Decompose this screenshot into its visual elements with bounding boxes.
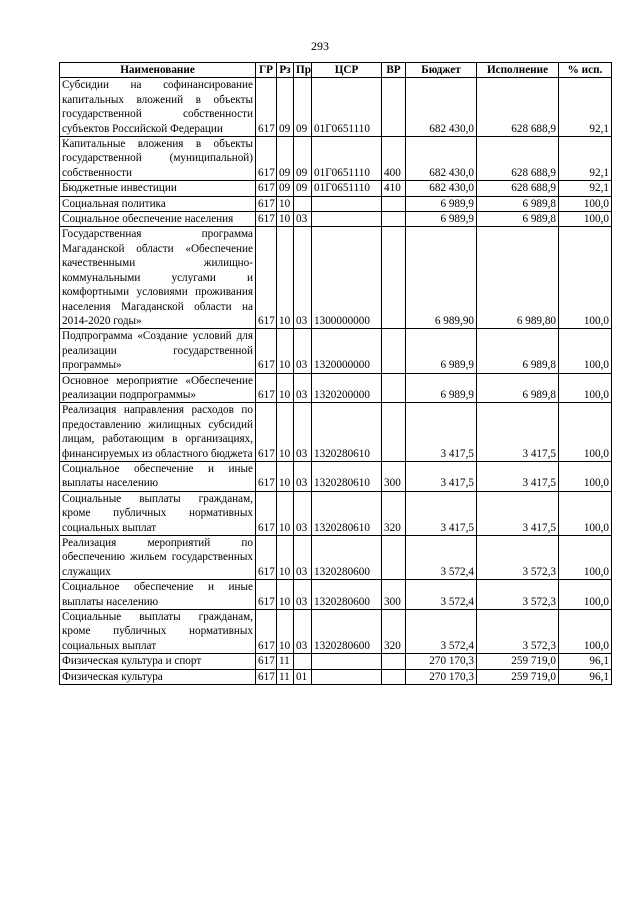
cell-name: Государственная программа Магаданской области «Обеспечение качественными жилищно-коммунальными услугами и комфортными условиями проживания населения Магаданской области на 2014-2020 годы»	[60, 227, 256, 329]
cell-execution: 3 572,3	[477, 610, 559, 654]
header-budget: Бюджет	[406, 63, 477, 78]
cell-vr	[382, 373, 406, 403]
table-row	[60, 491, 612, 535]
cell-pr: 03	[294, 461, 312, 491]
cell-name: Физическая культура и спорт	[60, 654, 256, 669]
cell-name: Социальное обеспечение и иные выплаты населению	[60, 461, 256, 491]
cell-pr	[294, 196, 312, 211]
cell-budget: 3 417,5	[406, 491, 477, 535]
cell-name: Бюджетные инвестиции	[60, 181, 256, 196]
cell-budget: 6 989,9	[406, 196, 477, 211]
cell-execution: 3 572,3	[477, 580, 559, 610]
cell-vr	[382, 196, 406, 211]
cell-execution: 628 688,9	[477, 78, 559, 137]
cell-vr	[382, 329, 406, 373]
cell-execution: 3 572,3	[477, 536, 559, 580]
cell-pct: 96,1	[559, 654, 612, 669]
cell-gr: 617	[256, 610, 277, 654]
cell-execution: 6 989,8	[477, 212, 559, 227]
cell-budget: 6 989,90	[406, 227, 477, 329]
cell-execution: 6 989,8	[477, 373, 559, 403]
cell-pr: 03	[294, 373, 312, 403]
cell-csr	[312, 654, 382, 669]
cell-vr: 320	[382, 610, 406, 654]
cell-execution: 259 719,0	[477, 669, 559, 684]
table-row	[60, 78, 612, 137]
cell-pct: 100,0	[559, 580, 612, 610]
cell-vr: 320	[382, 491, 406, 535]
cell-rz: 10	[277, 610, 294, 654]
cell-execution: 6 989,8	[477, 329, 559, 373]
table-row	[60, 212, 612, 227]
cell-pr: 03	[294, 403, 312, 462]
cell-pct: 100,0	[559, 373, 612, 403]
cell-gr: 617	[256, 181, 277, 196]
header-name: Наименование	[60, 63, 256, 78]
cell-csr: 1320280610	[312, 491, 382, 535]
cell-rz: 10	[277, 536, 294, 580]
cell-vr	[382, 654, 406, 669]
cell-gr: 617	[256, 373, 277, 403]
cell-pct: 100,0	[559, 227, 612, 329]
table-row	[60, 536, 612, 580]
cell-pr	[294, 654, 312, 669]
cell-name: Социальное обеспечение и иные выплаты населению	[60, 580, 256, 610]
cell-execution: 6 989,80	[477, 227, 559, 329]
cell-gr: 617	[256, 212, 277, 227]
cell-name: Подпрограмма «Создание условий для реализации государственной программы»	[60, 329, 256, 373]
cell-rz: 09	[277, 137, 294, 181]
cell-gr: 617	[256, 669, 277, 684]
cell-vr: 400	[382, 137, 406, 181]
cell-vr: 410	[382, 181, 406, 196]
cell-pct: 96,1	[559, 669, 612, 684]
cell-vr: 300	[382, 580, 406, 610]
header-execution: Исполнение	[477, 63, 559, 78]
cell-budget: 270 170,3	[406, 654, 477, 669]
cell-execution: 628 688,9	[477, 181, 559, 196]
cell-csr: 01Г0651110	[312, 137, 382, 181]
header-vr: ВР	[382, 63, 406, 78]
cell-rz: 10	[277, 227, 294, 329]
cell-budget: 682 430,0	[406, 137, 477, 181]
cell-name: Социальная политика	[60, 196, 256, 211]
cell-name: Реализация направления расходов по предоставлению жилищных субсидий лицам, работающим в организациях, финансируемых из областного бюджета	[60, 403, 256, 462]
cell-pct: 100,0	[559, 491, 612, 535]
page-number: 293	[311, 39, 329, 53]
cell-pr: 03	[294, 491, 312, 535]
cell-csr: 1320280610	[312, 461, 382, 491]
header-gr: ГР	[256, 63, 277, 78]
cell-execution: 3 417,5	[477, 461, 559, 491]
cell-gr: 617	[256, 403, 277, 462]
cell-rz: 10	[277, 403, 294, 462]
cell-pct: 100,0	[559, 536, 612, 580]
cell-rz: 11	[277, 669, 294, 684]
cell-pct: 92,1	[559, 78, 612, 137]
cell-pr: 03	[294, 610, 312, 654]
cell-pr: 09	[294, 181, 312, 196]
header-pct: % исп.	[559, 63, 612, 78]
cell-pr: 03	[294, 536, 312, 580]
cell-pct: 100,0	[559, 196, 612, 211]
table-row	[60, 181, 612, 196]
cell-vr	[382, 403, 406, 462]
cell-name: Капитальные вложения в объекты государственной (муниципальной) собственности	[60, 137, 256, 181]
cell-gr: 617	[256, 654, 277, 669]
cell-pr: 01	[294, 669, 312, 684]
cell-pr: 03	[294, 227, 312, 329]
cell-name: Физическая культура	[60, 669, 256, 684]
cell-budget: 3 572,4	[406, 536, 477, 580]
cell-budget: 6 989,9	[406, 373, 477, 403]
cell-csr: 1320280600	[312, 536, 382, 580]
cell-budget: 3 572,4	[406, 580, 477, 610]
cell-gr: 617	[256, 78, 277, 137]
header-csr: ЦСР	[312, 63, 382, 78]
cell-execution: 3 417,5	[477, 403, 559, 462]
cell-budget: 270 170,3	[406, 669, 477, 684]
cell-pr: 03	[294, 212, 312, 227]
cell-budget: 6 989,9	[406, 212, 477, 227]
cell-execution: 628 688,9	[477, 137, 559, 181]
cell-pct: 100,0	[559, 212, 612, 227]
cell-vr	[382, 212, 406, 227]
cell-pct: 92,1	[559, 137, 612, 181]
cell-csr: 1300000000	[312, 227, 382, 329]
cell-csr: 1320280600	[312, 580, 382, 610]
cell-csr: 1320000000	[312, 329, 382, 373]
cell-pct: 100,0	[559, 610, 612, 654]
cell-rz: 10	[277, 580, 294, 610]
cell-csr	[312, 212, 382, 227]
cell-vr	[382, 669, 406, 684]
cell-rz: 10	[277, 491, 294, 535]
table-row	[60, 227, 612, 329]
cell-gr: 617	[256, 196, 277, 211]
cell-vr	[382, 536, 406, 580]
cell-rz: 10	[277, 196, 294, 211]
cell-pr: 09	[294, 78, 312, 137]
cell-execution: 3 417,5	[477, 491, 559, 535]
cell-pr: 09	[294, 137, 312, 181]
table-row	[60, 654, 612, 669]
cell-execution: 6 989,8	[477, 196, 559, 211]
cell-csr	[312, 196, 382, 211]
table-row	[60, 610, 612, 654]
table-row	[60, 403, 612, 462]
header-rz: Рз	[277, 63, 294, 78]
table-row	[60, 461, 612, 491]
cell-vr	[382, 78, 406, 137]
cell-budget: 6 989,9	[406, 329, 477, 373]
header-pr: Пр	[294, 63, 312, 78]
table-header-row	[60, 63, 612, 78]
cell-csr: 1320280600	[312, 610, 382, 654]
cell-name: Социальные выплаты гражданам, кроме публичных нормативных социальных выплат	[60, 491, 256, 535]
cell-csr: 01Г0651110	[312, 78, 382, 137]
cell-pct: 100,0	[559, 329, 612, 373]
cell-pct: 100,0	[559, 403, 612, 462]
cell-csr	[312, 669, 382, 684]
table-row	[60, 329, 612, 373]
cell-pr: 03	[294, 329, 312, 373]
cell-rz: 09	[277, 78, 294, 137]
table-row	[60, 137, 612, 181]
cell-name: Социальные выплаты гражданам, кроме публичных нормативных социальных выплат	[60, 610, 256, 654]
cell-name: Субсидии на софинансирование капитальных вложений в объекты государственной собственности субъектов Российской Федерации	[60, 78, 256, 137]
cell-name: Социальное обеспечение населения	[60, 212, 256, 227]
table-row	[60, 669, 612, 684]
cell-pct: 100,0	[559, 461, 612, 491]
cell-rz: 11	[277, 654, 294, 669]
cell-gr: 617	[256, 536, 277, 580]
cell-pct: 92,1	[559, 181, 612, 196]
cell-rz: 10	[277, 212, 294, 227]
table-row	[60, 373, 612, 403]
cell-budget: 682 430,0	[406, 181, 477, 196]
cell-pr: 03	[294, 580, 312, 610]
cell-rz: 10	[277, 461, 294, 491]
cell-budget: 3 572,4	[406, 610, 477, 654]
cell-rz: 10	[277, 329, 294, 373]
table-row	[60, 580, 612, 610]
cell-gr: 617	[256, 580, 277, 610]
cell-gr: 617	[256, 227, 277, 329]
cell-vr	[382, 227, 406, 329]
cell-gr: 617	[256, 137, 277, 181]
cell-name: Основное мероприятие «Обеспечение реализации подпрограммы»	[60, 373, 256, 403]
cell-csr: 01Г0651110	[312, 181, 382, 196]
cell-name: Реализация мероприятий по обеспечению жильем государственных служащих	[60, 536, 256, 580]
cell-rz: 10	[277, 373, 294, 403]
cell-execution: 259 719,0	[477, 654, 559, 669]
cell-gr: 617	[256, 491, 277, 535]
cell-gr: 617	[256, 329, 277, 373]
cell-vr: 300	[382, 461, 406, 491]
cell-budget: 3 417,5	[406, 403, 477, 462]
cell-rz: 09	[277, 181, 294, 196]
cell-budget: 682 430,0	[406, 78, 477, 137]
cell-csr: 1320200000	[312, 373, 382, 403]
budget-execution-table	[59, 62, 612, 685]
cell-csr: 1320280610	[312, 403, 382, 462]
cell-budget: 3 417,5	[406, 461, 477, 491]
table-row	[60, 196, 612, 211]
cell-gr: 617	[256, 461, 277, 491]
